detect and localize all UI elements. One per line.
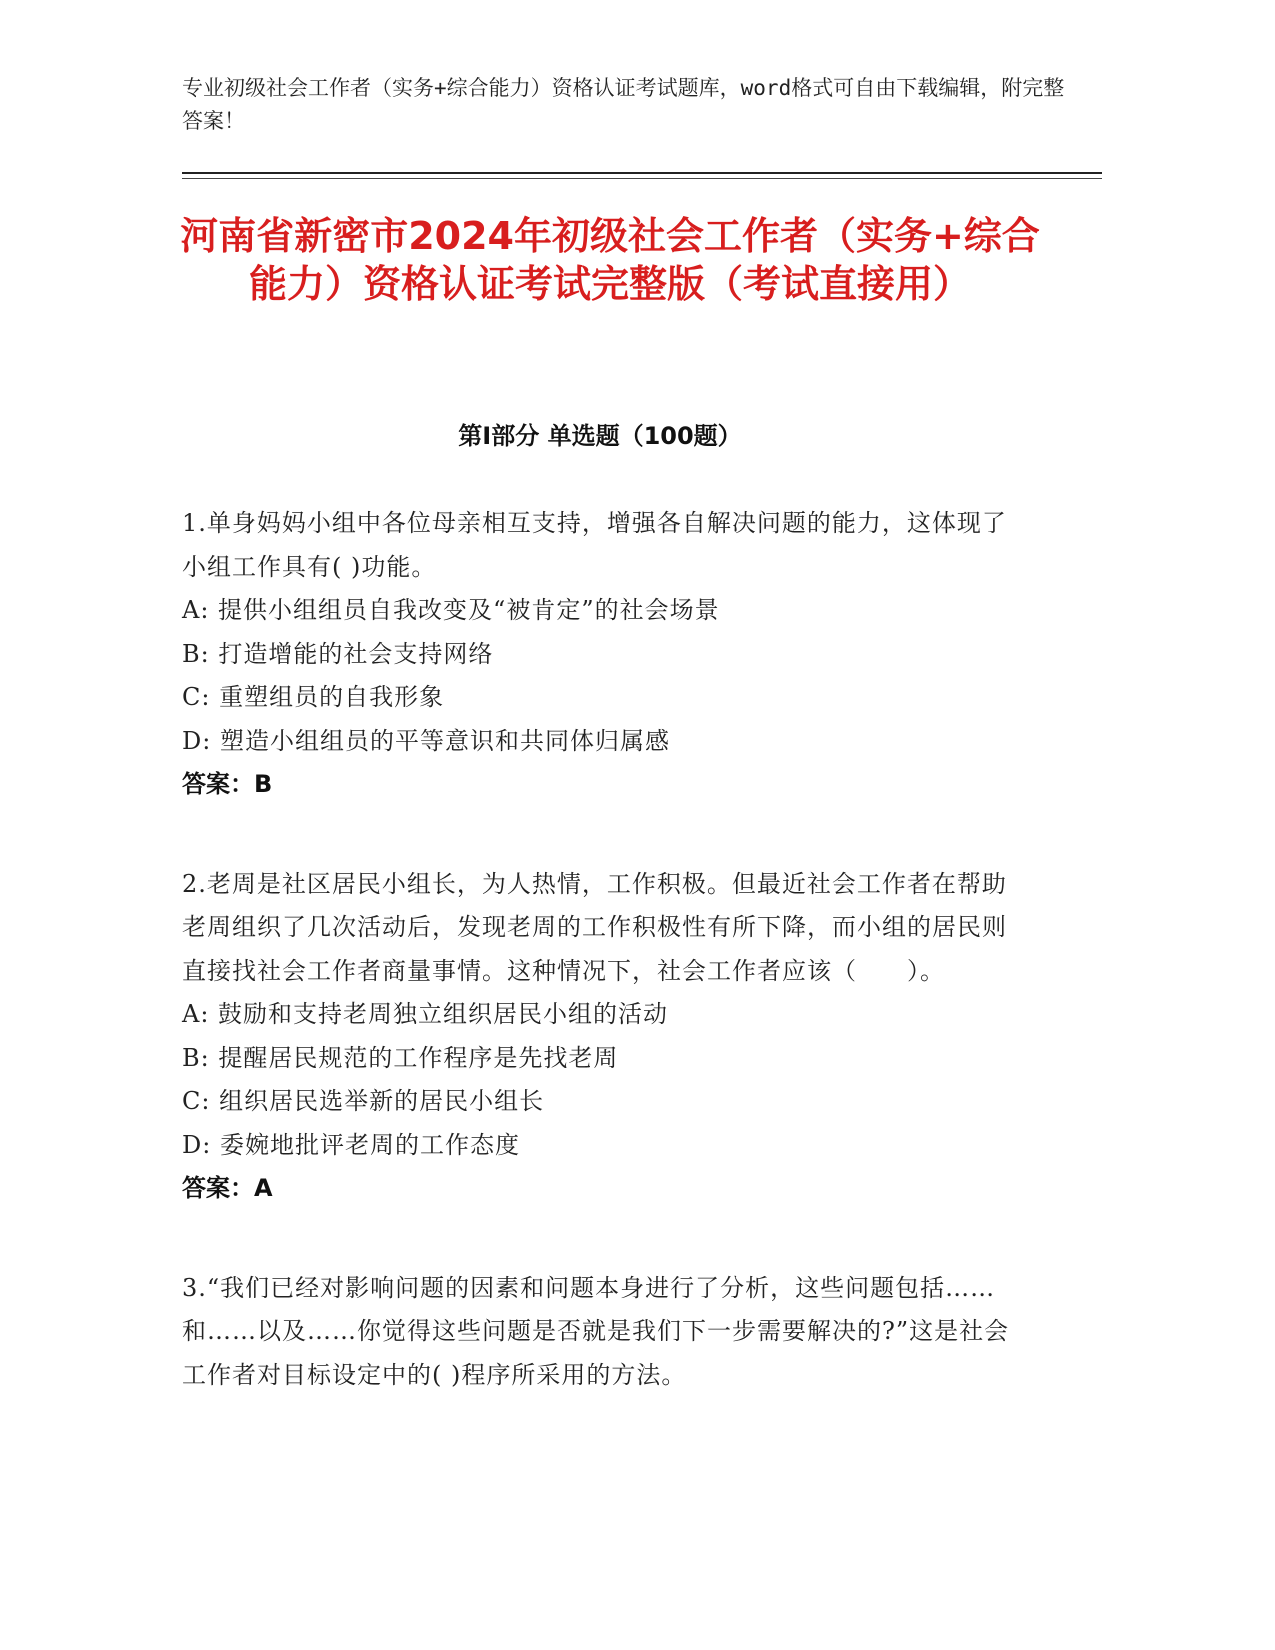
option-b: B: 打造增能的社会支持网络 [182, 639, 494, 668]
header-divider-thick [182, 172, 1102, 174]
option-a: A: 提供小组组员自我改变及“被肯定”的社会场景 [182, 596, 720, 624]
option-a: A: 鼓励和支持老周独立组织居民小组的活动 [182, 1000, 669, 1028]
option-d: D: 委婉地批评老周的工作态度 [182, 1130, 520, 1159]
question-3 [182, 1267, 1020, 1398]
option-d: D: 塑造小组组员的平等意识和共同体归属感 [182, 726, 670, 755]
header-divider-thin [182, 178, 1102, 179]
document-title: 河南省新密市2024年初级社会工作者（实务+综合能力）资格认证考试完整版（考试直接用） [180, 214, 1040, 306]
section-heading: 第I部分 单选题（100题） [458, 422, 742, 450]
header-note: 专业初级社会工作者（实务+综合能力）资格认证考试题库，word格式可自由下载编辑，附完整答案！ [182, 76, 1065, 133]
question-1 [182, 502, 1020, 807]
question-stem: 3.“我们已经对影响问题的因素和问题本身进行了分析，这些问题包括……和……以及……你觉得这些问题是否就是我们下一步需要解决的?”这是社会工作者对目标设定中的( )程序所采用的方法。 [182, 1273, 1010, 1389]
question-list [182, 502, 1020, 1453]
answer-line: 答案：B [182, 770, 273, 798]
option-c: C: 重塑组员的自我形象 [182, 683, 445, 711]
question-stem: 1.单身妈妈小组中各位母亲相互支持，增强各自解决问题的能力，这体现了小组工作具有( )功能。 [182, 509, 1007, 581]
question-stem: 2.老周是社区居民小组长，为人热情，工作积极。但最近社会工作者在帮助老周组织了几次活动后，发现老周的工作积极性有所下降，而小组的居民则直接找社会工作者商量事情。这种情况下，社会工作者应该（ ）。 [182, 869, 1007, 985]
option-b: B: 提醒居民规范的工作程序是先找老周 [182, 1043, 619, 1072]
question-2 [182, 863, 1020, 1211]
answer-line: 答案：A [182, 1174, 273, 1202]
option-c: C: 组织居民选举新的居民小组长 [182, 1087, 545, 1115]
